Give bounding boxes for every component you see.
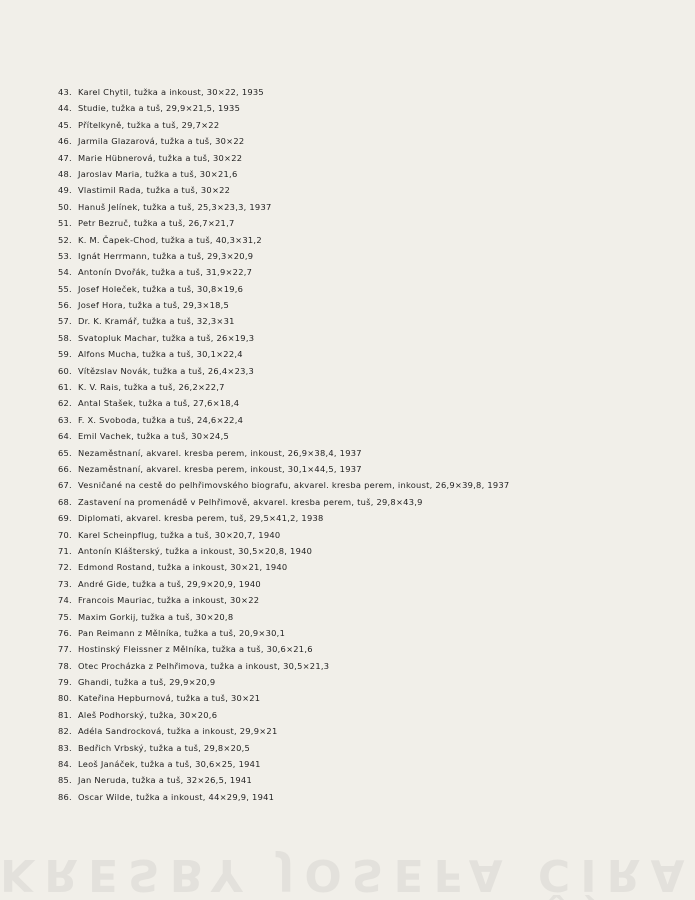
catalog-item [58,100,598,116]
item-description: Nezaměstnaní, akvarel. kresba perem, inkoust, 26,9×38,4, 1937 [78,447,362,458]
item-description: Antonín Klášterský, tužka a inkoust, 30,5×20,8, 1940 [78,545,313,556]
catalog-item [58,510,598,526]
item-description: Svatopluk Machar, tužka a tuš, 26×19,3 [78,332,255,343]
item-number: 80. [58,693,72,704]
item-number: 76. [58,627,72,638]
item-description: Petr Bezruč, tužka a tuš, 26,7×21,7 [78,218,235,229]
item-number: 45. [58,119,72,130]
catalog-item [58,182,598,198]
item-description: Bedřich Vrbský, tužka a tuš, 29,8×20,5 [78,742,251,753]
catalog-item [58,412,598,428]
item-number: 82. [58,726,72,737]
item-description: Antal Stašek, tužka a tuš, 27,6×18,4 [78,398,240,409]
item-description: Oscar Wilde, tužka a inkoust, 44×29,9, 1941 [78,791,275,802]
item-number: 55. [58,283,72,294]
catalog-item [58,84,598,100]
item-number: 81. [58,709,72,720]
item-description: Zastavení na promenádě v Pelhřimově, akvarel. kresba perem, tuš, 29,8×43,9 [78,496,423,507]
item-description: Dr. K. Kramář, tužka a tuš, 32,3×31 [78,316,235,327]
catalog-item [58,543,598,559]
item-description: Josef Holeček, tužka a tuš, 30,8×19,6 [78,283,244,294]
item-number: 52. [58,234,72,245]
item-description: Josef Hora, tužka a tuš, 29,3×18,5 [78,300,230,311]
show-through-watermark: KRESBY JOSEFA ČÍRA [0,849,695,900]
item-description: Jarmila Glazarová, tužka a tuš, 30×22 [78,136,245,147]
catalog-item [58,789,598,805]
catalog-item [58,133,598,149]
catalog-item [58,379,598,395]
catalog-item [58,232,598,248]
item-number: 53. [58,250,72,261]
catalog-item [58,592,598,608]
item-description: Karel Chytil, tužka a inkoust, 30×22, 1935 [78,87,264,97]
catalog-item [58,150,598,166]
catalog-item [58,707,598,723]
item-number: 56. [58,300,72,311]
item-description: Karel Scheinpflug, tužka a tuš, 30×20,7, 1940 [78,529,281,540]
catalog-item [58,363,598,379]
catalog-item [58,772,598,788]
item-description: Ignát Herrmann, tužka a tuš, 29,3×20,9 [78,250,254,261]
item-description: Francois Mauriac, tužka a inkoust, 30×22 [78,595,260,606]
item-number: 63. [58,414,72,425]
item-number: 74. [58,595,72,606]
item-number: 51. [58,218,72,229]
item-description: Jaroslav Maria, tužka a tuš, 30×21,6 [78,168,238,179]
catalog-item [58,494,598,510]
catalog-item [58,215,598,231]
catalog-item [58,641,598,657]
item-number: 71. [58,545,72,556]
item-number: 50. [58,201,72,212]
item-number: 64. [58,431,72,442]
catalog-item [58,346,598,362]
item-description: Vítězslav Novák, tužka a tuš, 26,4×23,3 [78,365,255,376]
item-description: Otec Procházka z Pelhřimova, tužka a inkoust, 30,5×21,3 [78,660,330,671]
item-description: Adéla Sandrocková, tužka a inkoust, 29,9×21 [78,726,278,737]
item-number: 83. [58,742,72,753]
catalog-item [58,625,598,641]
item-description: Ghandi, tužka a tuš, 29,9×20,9 [78,677,216,688]
catalog-item [58,723,598,739]
item-number: 77. [58,644,72,655]
item-number: 49. [58,185,72,196]
catalog-item [58,264,598,280]
item-number: 62. [58,398,72,409]
item-description: Alfons Mucha, tužka a tuš, 30,1×22,4 [78,349,243,360]
item-number: 78. [58,660,72,671]
item-number: 44. [58,103,72,114]
item-number: 59. [58,349,72,360]
item-description: André Gide, tužka a tuš, 29,9×20,9, 1940 [78,578,261,589]
item-description: Vlastimil Rada, tužka a tuš, 30×22 [78,185,231,196]
catalog-item [58,576,598,592]
catalog-item [58,166,598,182]
item-number: 79. [58,677,72,688]
catalog-item [58,674,598,690]
item-number: 60. [58,365,72,376]
catalog-item [58,740,598,756]
catalog-item [58,559,598,575]
item-number: 65. [58,447,72,458]
item-description: Přítelkyně, tužka a tuš, 29,7×22 [78,119,220,130]
item-number: 68. [58,496,72,507]
item-description: Aleš Podhorský, tužka, 30×20,6 [78,709,218,720]
item-description: Marie Hübnerová, tužka a tuš, 30×22 [78,152,243,163]
item-description: Hostinský Fleissner z Mělníka, tužka a tuš, 30,6×21,6 [78,644,313,655]
item-description: Antonín Dvořák, tužka a tuš, 31,9×22,7 [78,267,253,278]
catalog-item [58,330,598,346]
item-description: Studie, tužka a tuš, 29,9×21,5, 1935 [78,103,241,114]
item-number: 70. [58,529,72,540]
catalog-item [58,117,598,133]
item-number: 86. [58,791,72,802]
item-number: 85. [58,775,72,786]
item-description: Maxim Gorkij, tužka a tuš, 30×20,8 [78,611,234,622]
item-number: 66. [58,463,72,474]
item-number: 73. [58,578,72,589]
item-number: 69. [58,513,72,524]
item-description: K. M. Čapek-Chod, tužka a tuš, 40,3×31,2 [78,234,262,245]
catalog-item [58,313,598,329]
item-description: Leoš Janáček, tužka a tuš, 30,6×25, 1941 [78,759,261,770]
item-description: Pan Reimann z Mělníka, tužka a tuš, 20,9×30,1 [78,627,286,638]
item-description: Jan Neruda, tužka a tuš, 32×26,5, 1941 [78,775,252,786]
item-description: Kateřina Hepburnová, tužka a tuš, 30×21 [78,693,261,704]
item-number: 47. [58,152,72,163]
catalog-item [58,428,598,444]
item-description: Hanuš Jelínek, tužka a tuš, 25,3×23,3, 1937 [78,201,272,212]
item-description: F. X. Svoboda, tužka a tuš, 24,6×22,4 [78,414,244,425]
item-description: Vesničané na cestě do pelhřimovského biografu, akvarel. kresba perem, inkoust, 26,9×39,8, 1937 [78,480,510,491]
item-number: 48. [58,168,72,179]
item-number: 57. [58,316,72,327]
catalog-item [58,281,598,297]
item-number: 43. [58,87,72,97]
catalog-item [58,658,598,674]
item-number: 58. [58,332,72,343]
item-number: 75. [58,611,72,622]
catalog-item [58,297,598,313]
item-number: 46. [58,136,72,147]
catalog-item [58,445,598,461]
item-number: 61. [58,382,72,393]
item-number: 54. [58,267,72,278]
item-description: Nezaměstnaní, akvarel. kresba perem, inkoust, 30,1×44,5, 1937 [78,463,362,474]
item-description: Diplomati, akvarel. kresba perem, tuš, 29,5×41,2, 1938 [78,513,324,524]
item-number: 84. [58,759,72,770]
item-description: Emil Vachek, tužka a tuš, 30×24,5 [78,431,230,442]
item-description: K. V. Rais, tužka a tuš, 26,2×22,7 [78,382,225,393]
catalog-item [58,609,598,625]
catalog-item [58,248,598,264]
catalog-item [58,690,598,706]
catalog-item [58,477,598,493]
catalog-item [58,199,598,215]
catalog-item [58,527,598,543]
catalog-item [58,395,598,411]
catalog-item [58,756,598,772]
catalog-list [58,84,598,805]
item-description: Edmond Rostand, tužka a inkoust, 30×21, 1940 [78,562,288,573]
item-number: 72. [58,562,72,573]
item-number: 67. [58,480,72,491]
catalog-item [58,461,598,477]
